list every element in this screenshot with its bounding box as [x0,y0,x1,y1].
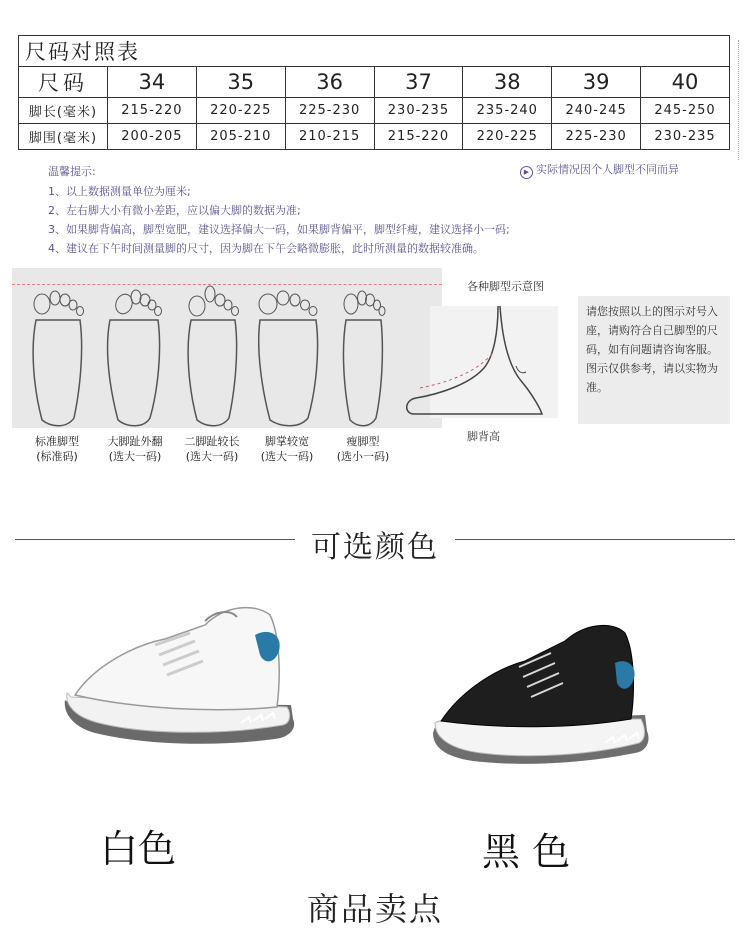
size-cell: 35 [196,67,285,98]
tip-line: 4、建议在下午时间测量脚的尺寸，因为脚在下午会略微膨胀，此时所测量的数据较准确。 [48,242,484,255]
size-chart-table [18,35,730,150]
instep-label: 脚背高 [467,430,500,443]
girth-cell: 220-225 [463,124,552,150]
size-cell: 36 [285,67,374,98]
length-cell: 220-225 [196,98,285,124]
colors-section-header [0,522,750,566]
foot-standard-icon [22,280,92,430]
foot-type-advice: (标准码) [36,450,78,463]
length-cell: 235-240 [463,98,552,124]
size-cell: 40 [641,67,730,98]
tips-title: 温馨提示: [48,165,96,178]
foot-long-second-toe-icon [177,280,247,430]
size-cell: 37 [374,67,463,98]
foot-type-name: 大脚趾外翻 [107,435,163,448]
length-row-label: 脚长(毫米) [19,98,108,124]
foot-type-name: 脚掌较宽 [265,435,309,448]
size-cell: 34 [108,67,197,98]
length-cell: 240-245 [552,98,641,124]
notice [520,161,679,179]
fitting-note: 请您按照以上的图示对号入座，请购符合自己脚型的尺码，如有问题请咨询客服。图示仅供参考，请以实物为准。 [578,296,730,424]
length-cell: 230-235 [374,98,463,124]
size-cell: 39 [552,67,641,98]
white-color-option[interactable]: 白色 [100,827,177,871]
size-cell: 38 [463,67,552,98]
foot-type-advice: (选大一码) [260,450,314,463]
tip-line: 1、以上数据测量单位为厘米; [48,185,191,198]
foot-type-name: 二脚趾较长 [184,435,240,448]
next-section-header [0,884,750,930]
girth-row-label: 脚围(毫米) [19,124,108,150]
length-cell: 225-230 [285,98,374,124]
girth-cell: 200-205 [108,124,197,150]
foot-bunion-icon [100,280,170,430]
foot-slim-icon [328,280,398,430]
size-chart-title: 尺码对照表 [19,36,730,67]
colors-section-title: 可选颜色 [311,530,439,565]
foot-type-advice: (选大一码) [108,450,162,463]
side-view-title: 各种脚型示意图 [467,280,544,293]
girth-cell: 215-220 [374,124,463,150]
notice-text: 实际情况因个人脚型不同而异 [536,163,679,176]
length-cell: 245-250 [641,98,730,124]
next-section-title: 商品卖点 [306,890,443,928]
foot-type-advice: (选大一码) [185,450,239,463]
foot-type-advice: (选小一码) [336,450,390,463]
decorative-divider [738,40,747,160]
foot-wide-icon [252,280,322,430]
girth-cell: 205-210 [196,124,285,150]
size-row-label: 尺码 [19,67,108,98]
girth-cell: 210-215 [285,124,374,150]
header-line-left [15,539,295,540]
girth-cell: 225-230 [552,124,641,150]
foot-type-name: 瘦脚型 [346,435,380,448]
length-cell: 215-220 [108,98,197,124]
tip-line: 2、左右脚大小有微小差距，应以偏大脚的数据为准; [48,204,301,217]
foot-type-name: 标准脚型 [35,435,79,448]
white-sneaker-image[interactable] [55,595,305,770]
black-color-option[interactable]: 黑 色 [482,830,571,874]
tips-block [48,162,510,258]
foot-type-label [12,434,102,464]
header-line-right [455,539,735,540]
black-sneaker-image[interactable] [425,605,655,780]
foot-type-label [318,434,408,464]
play-icon: ▶ [520,166,533,179]
tip-line: 3、如果脚背偏高，脚型宽肥，建议选择偏大一码，如果脚背偏平，脚型纤瘦，建议选择小一码; [48,223,510,236]
girth-cell: 230-235 [641,124,730,150]
foot-side-view-icon [400,296,570,426]
